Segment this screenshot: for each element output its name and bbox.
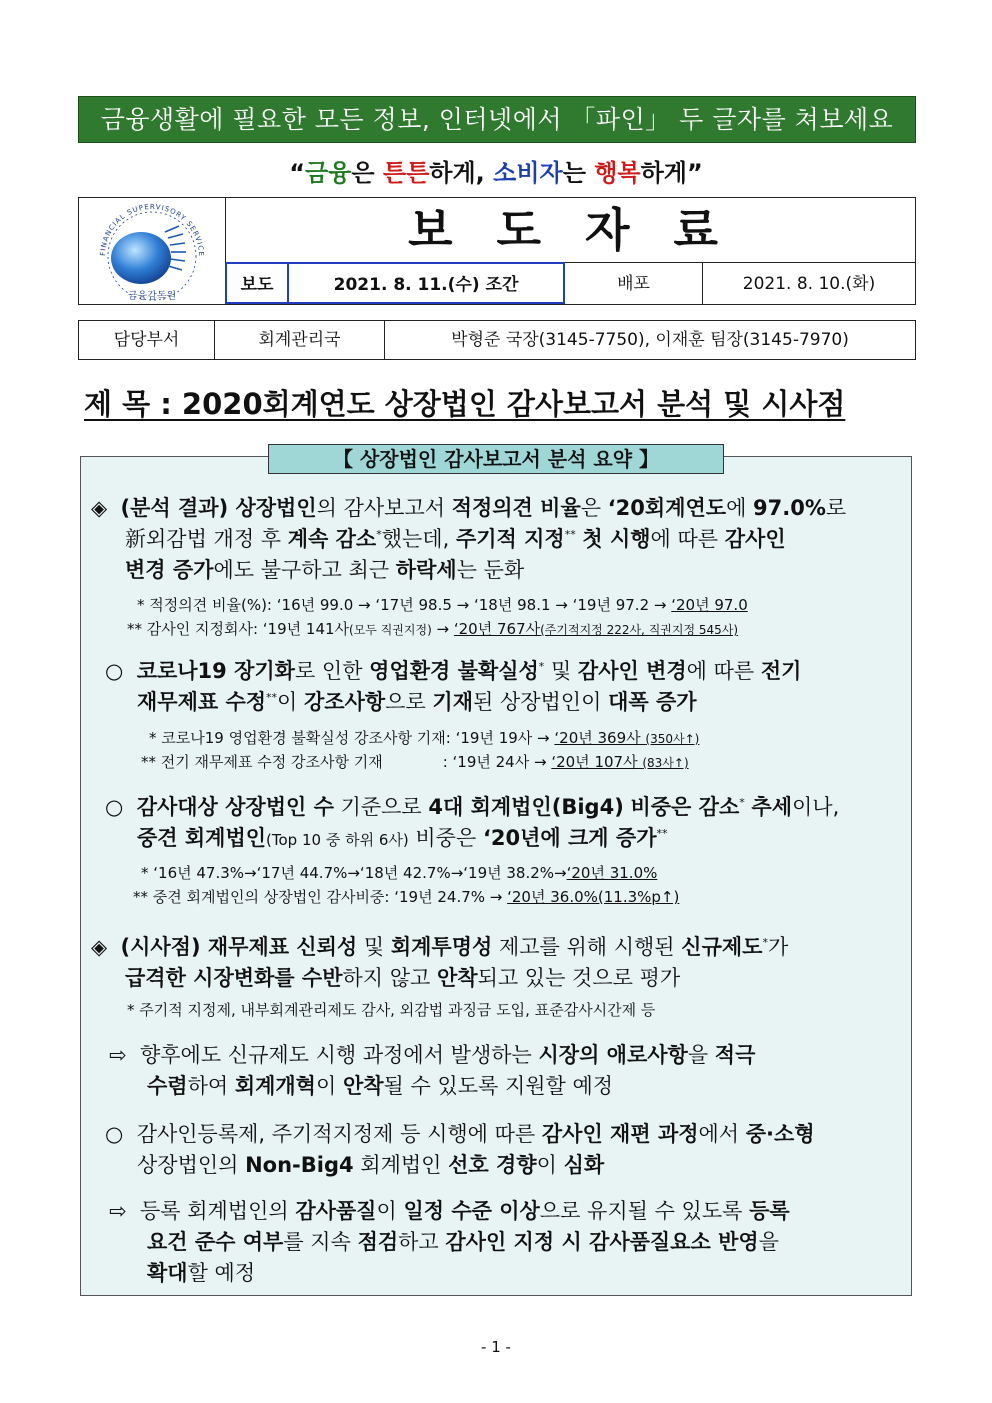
department-name: 회계관리국 <box>215 321 385 359</box>
s3-note1: * ‘16년 47.3%→‘17년 44.7%→‘18년 42.7%→‘19년 38.2%→‘20년 31.0% <box>141 864 658 882</box>
report-date: 2021. 8. 11.(수) 조간 <box>287 262 565 304</box>
s6-line1: ○ 감사인등록제, 주기적지정제 등 시행에 따른 감사인 재편 과정에서 중·소형 <box>105 1122 815 1146</box>
department-label: 담당부서 <box>79 321 215 359</box>
s4-note1: * 주기적 지정제, 내부회계관리제도 감사, 외감법 과징금 도입, 표준감사시간제 등 <box>127 1001 656 1019</box>
diamond-bullet-icon: ◈ <box>91 935 108 959</box>
fss-logo <box>79 198 226 304</box>
s3-line1: ○ 감사대상 상장법인 수 기준으로 4대 회계법인(Big4) 비중은 감소* 추세이나, <box>105 795 840 819</box>
press-release-title: 보 도 자 료 <box>408 203 732 257</box>
s4-line1: ◈ (시사점) 재무제표 신뢰성 및 회계투명성 제고를 위해 시행된 신규제도*가 <box>91 935 789 959</box>
arrow-bullet-icon: ⇨ <box>109 1199 127 1223</box>
department-table <box>78 320 916 360</box>
s7-line1: ⇨ 등록 회계법인의 감사품질이 일정 수준 이상으로 유지될 수 있도록 등록 <box>109 1199 790 1223</box>
logo-name: 금융감독원 <box>127 291 177 302</box>
slogan: “금융은 튼튼하게, 소비자는 행복하게” <box>289 159 703 187</box>
s1-line2: 新외감법 개정 후 계속 감소*했는데, 주기적 지정** 첫 시행에 따른 감사인 <box>125 527 786 551</box>
distribution-date: 2021. 8. 10.(화) <box>703 262 915 304</box>
department-contacts: 박형준 국장(3145-7750), 이재훈 팀장(3145-7970) <box>451 330 849 350</box>
info-banner: 금융생활에 필요한 모든 정보, 인터넷에서 「파인」 두 글자를 쳐보세요 <box>78 96 916 143</box>
s1-note2: ** 감사인 지정회사: ‘19년 141사(모두 직권지정) → ‘20년 767사(주기적지정 222사, 직권지정 545사) <box>127 620 739 638</box>
summary-box <box>80 456 912 1296</box>
diamond-bullet-icon: ◈ <box>91 496 108 520</box>
press-release-header <box>78 197 916 305</box>
page-number: - 1 - <box>481 1338 511 1356</box>
s6-line2: 상장법인의 Non-Big4 회계법인 선호 경향이 심화 <box>137 1153 605 1177</box>
s3-note2: ** 중견 회계법인의 상장법인 감사비중: ‘19년 24.7% → ‘20년 36.0%(11.3%p↑) <box>133 888 680 906</box>
circle-bullet-icon: ○ <box>105 1122 124 1146</box>
report-label: 보도 <box>225 262 287 304</box>
s1-line1: ◈ (분석 결과) 상장법인의 감사보고서 적정의견 비율은 ‘20회계연도에 97.0%로 <box>91 496 847 520</box>
circle-bullet-icon: ○ <box>105 659 124 683</box>
s3-line2: 중견 회계법인(Top 10 중 하위 6사) 비중은 ‘20년에 크게 증가** <box>137 826 668 850</box>
s2-line1: ○ 코로나19 장기화로 인한 영업환경 불확실성* 및 감사인 변경에 따른 전기 <box>105 659 802 683</box>
s7-line2: 요건 준수 여부를 지속 점검하고 감사인 지정 시 감사품질요소 반영을 <box>147 1230 779 1254</box>
subject-heading: 제 목 : 2020회계연도 상장법인 감사보고서 분석 및 시사점 <box>84 387 846 421</box>
circle-bullet-icon: ○ <box>105 795 124 819</box>
logo-ring-text: FINANCIAL SUPERVISORY SERVICE <box>98 202 206 258</box>
s5-line1: ⇨ 향후에도 신규제도 시행 과정에서 발생하는 시장의 애로사항을 적극 <box>109 1043 756 1067</box>
distribution-label: 배포 <box>565 262 703 304</box>
summary-title: 【 상장법인 감사보고서 분석 요약 】 <box>268 444 724 474</box>
s2-note1: * 코로나19 영업환경 불확실성 강조사항 기재: ‘19년 19사 → ‘20년 369사 (350사↑) <box>149 729 700 747</box>
s7-line3: 확대할 예정 <box>147 1261 256 1285</box>
s1-note1: * 적정의견 비율(%): ‘16년 99.0 → ‘17년 98.5 → ‘18년 98.1 → ‘19년 97.2 → ‘20년 97.0 <box>137 596 748 614</box>
s4-line2: 급격한 시장변화를 수반하지 않고 안착되고 있는 것으로 평가 <box>125 966 681 990</box>
s2-line2: 재무제표 수정**이 강조사항으로 기재된 상장법인이 대폭 증가 <box>137 690 697 714</box>
arrow-bullet-icon: ⇨ <box>109 1043 127 1067</box>
s5-line2: 수렴하여 회계개혁이 안착될 수 있도록 지원할 예정 <box>147 1074 614 1098</box>
s1-line3: 변경 증가에도 불구하고 최근 하락세는 둔화 <box>125 558 525 582</box>
s2-note2: ** 전기 재무제표 수정 강조사항 기재 : ‘19년 24사 → ‘20년 107사 (83사↑) <box>141 753 689 771</box>
